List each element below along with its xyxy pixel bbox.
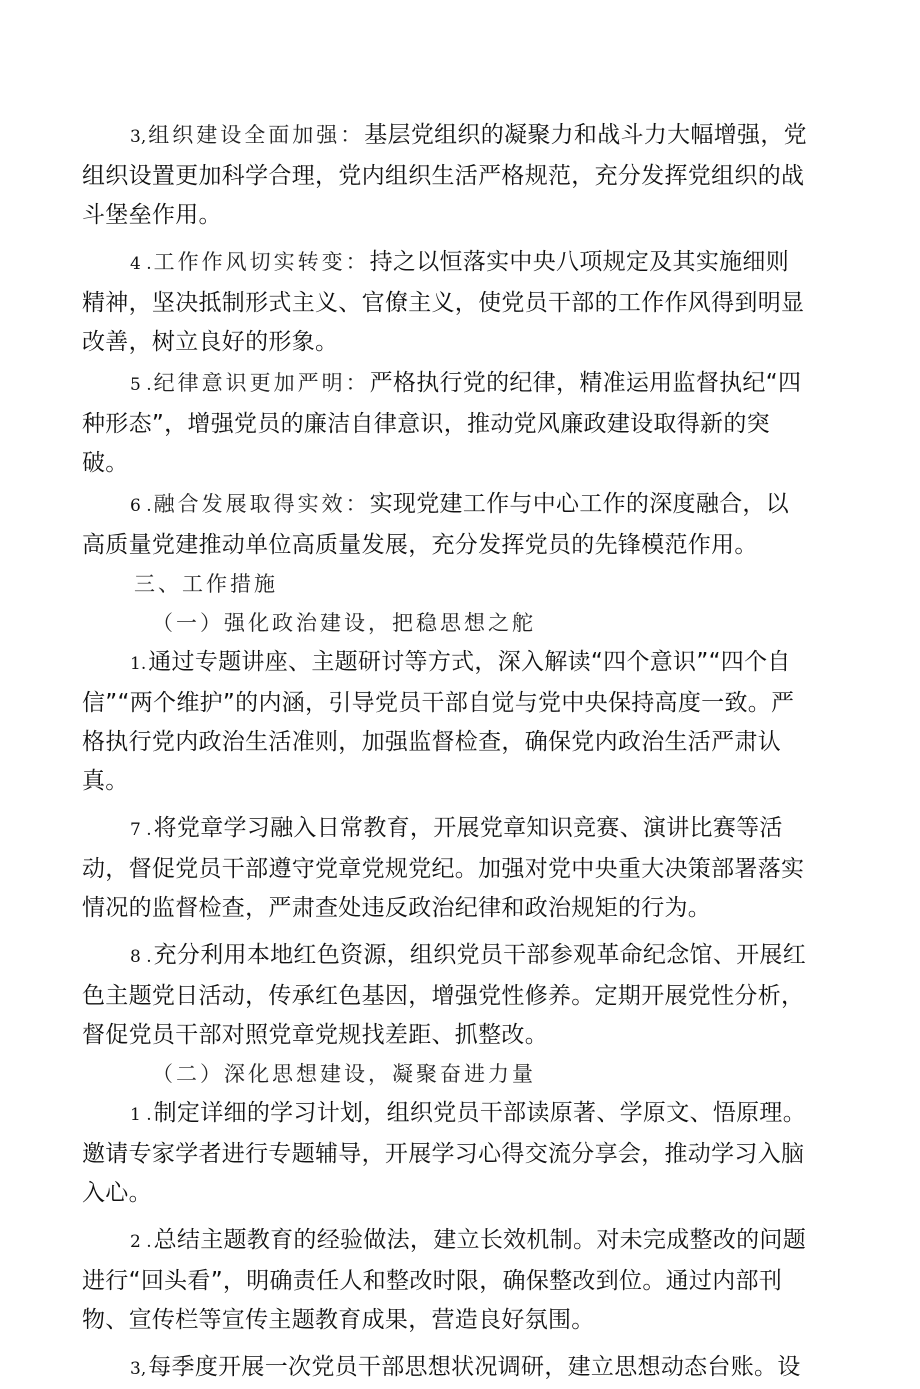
item-number: 1 . bbox=[130, 1105, 152, 1125]
measure-text: 充分利用本地红色资源，组织党员干部参观革命纪念馆、开展红色主题党日活动，传承红色基因，增强党性修养。定期开展党性分析，督促党员干部对照党章党规找差距、抓整改。 bbox=[82, 942, 807, 1048]
goal-text: 基层党组织的凝聚力和战斗力大幅增强，党组织设置更加科学合理，党内组织生活严格规范，充分发挥党组织的战斗堡垒作用。 bbox=[82, 122, 807, 228]
goal-lead: 组织建设全面加强： bbox=[148, 123, 365, 147]
measure-text: 将党章学习融入日常教育，开展党章知识竞赛、演讲比赛等活动，督促党员干部遵守党章党规党纪。加强对党中央重大决策部署落实情况的监督检查，严肃查处违反政治纪律和政治规矩的行为。 bbox=[82, 815, 805, 921]
document-body bbox=[82, 116, 812, 1389]
measure-paragraph bbox=[82, 936, 812, 1055]
item-number: 6 . bbox=[130, 496, 152, 516]
measure-paragraph bbox=[82, 1094, 812, 1213]
subsection-heading-2: （二）深化思想建设，凝聚奋进力量 bbox=[152, 1062, 536, 1086]
goal-text: 实现党建工作与中心工作的深度融合，以高质量党建推动单位高质量发展，充分发挥党员的先锋模范作用。 bbox=[82, 491, 790, 558]
item-number: 2 . bbox=[130, 1232, 152, 1252]
measure-paragraph bbox=[82, 643, 812, 801]
measure-text: 总结主题教育的经验做法，建立长效机制。对未完成整改的问题进行“回头看”，明确责任人和整改时限，确保整改到位。通过内部刊物、宣传栏等宣传主题教育成果，营造良好氛围。 bbox=[82, 1227, 807, 1333]
item-number: 3, bbox=[130, 1359, 147, 1379]
item-number: 7 . bbox=[130, 820, 152, 840]
goal-lead: 纪律意识更加严明： bbox=[153, 371, 370, 395]
measure-text: 通过专题讲座、主题研讨等方式，深入解读“四个意识”“四个自信”“两个维护”的内涵，引导党员干部自觉与党中央保持高度一致。严格执行党内政治生活准则，加强监督检查，确保党内政治生活严肃认真。 bbox=[82, 649, 795, 794]
measure-paragraph bbox=[82, 809, 812, 928]
section-heading: 三、工作措施 bbox=[134, 572, 278, 596]
subsection-heading-1: （一）强化政治建设，把稳思想之舵 bbox=[152, 611, 536, 635]
item-number: 8 . bbox=[130, 947, 152, 967]
goal-lead: 工作作风切实转变： bbox=[153, 250, 370, 274]
measure-paragraph bbox=[82, 1221, 812, 1340]
item-number: 4 . bbox=[130, 254, 152, 274]
measure-text: 制定详细的学习计划，组织党员干部读原著、学原文、悟原理。邀请专家学者进行专题辅导，开展学习心得交流分享会，推动学习入脑入心。 bbox=[82, 1100, 807, 1206]
measure-paragraph bbox=[82, 1348, 812, 1389]
goal-text: 严格执行党的纪律，精准运用监督执纪“四种形态”，增强党员的廉洁自律意识，推动党风廉政建设取得新的突破。 bbox=[82, 370, 802, 476]
goal-paragraph-5 bbox=[82, 364, 812, 483]
item-number: 5 . bbox=[130, 375, 152, 395]
item-number: 3, bbox=[130, 127, 147, 147]
goal-paragraph-6 bbox=[82, 485, 812, 565]
item-number: 1. bbox=[130, 654, 147, 674]
goal-paragraph-3 bbox=[82, 116, 812, 235]
goal-text: 持之以恒落实中央八项规定及其实施细则精神，坚决抵制形式主义、官僚主义，使党员干部的工作作风得到明显改善，树立良好的形象。 bbox=[82, 249, 805, 355]
goal-paragraph-4 bbox=[82, 243, 812, 362]
goal-lead: 融合发展取得实效： bbox=[153, 492, 370, 516]
measure-text: 每季度开展一次党员干部思想状况调研，建立思想动态台账。设 bbox=[148, 1354, 801, 1380]
